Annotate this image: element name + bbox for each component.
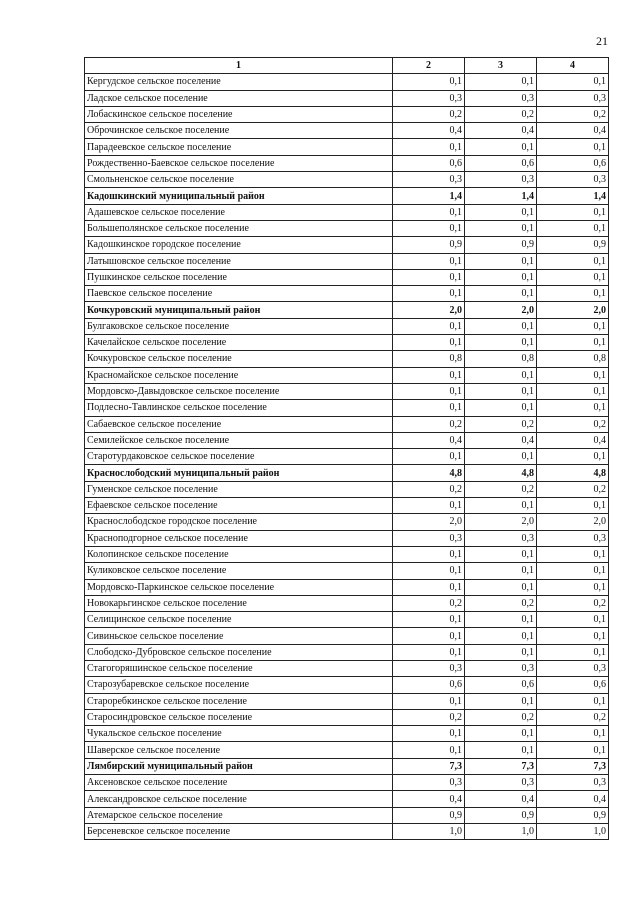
value-cell-col-4: 2,0 — [537, 514, 609, 530]
table-row — [85, 335, 609, 351]
value-cell-col-2: 2,0 — [393, 302, 465, 318]
settlement-name-cell: Булгаковское сельское поселение — [85, 318, 393, 334]
value-cell-col-4: 0,1 — [537, 139, 609, 155]
value-cell-col-3: 0,1 — [465, 449, 537, 465]
table-row — [85, 709, 609, 725]
header-col-1: 1 — [85, 58, 393, 74]
settlement-name-cell: Староребкинское сельское поселение — [85, 693, 393, 709]
value-cell-col-3: 0,1 — [465, 742, 537, 758]
table-row — [85, 237, 609, 253]
value-cell-col-4: 0,1 — [537, 318, 609, 334]
settlement-name-cell: Подлесно-Тавлинское сельское поселение — [85, 400, 393, 416]
value-cell-col-2: 0,3 — [393, 172, 465, 188]
value-cell-col-4: 0,1 — [537, 74, 609, 90]
value-cell-col-3: 0,1 — [465, 612, 537, 628]
settlement-name-cell: Мордовско-Паркинское сельское поселение — [85, 579, 393, 595]
value-cell-col-2: 0,1 — [393, 318, 465, 334]
value-cell-col-2: 0,1 — [393, 253, 465, 269]
settlement-name-cell: Ефаевское сельское поселение — [85, 498, 393, 514]
table-row — [85, 677, 609, 693]
header-col-3: 3 — [465, 58, 537, 74]
table-row — [85, 74, 609, 90]
value-cell-col-4: 0,1 — [537, 546, 609, 562]
settlement-name-cell: Атемарское сельское поселение — [85, 807, 393, 823]
value-cell-col-2: 0,2 — [393, 106, 465, 122]
value-cell-col-4: 0,4 — [537, 123, 609, 139]
settlement-name-cell: Слободско-Дубровское сельское поселение — [85, 644, 393, 660]
value-cell-col-3: 0,3 — [465, 530, 537, 546]
value-cell-col-2: 0,8 — [393, 351, 465, 367]
value-cell-col-2: 1,4 — [393, 188, 465, 204]
settlement-name-cell: Чукальское сельское поселение — [85, 726, 393, 742]
value-cell-col-2: 0,3 — [393, 660, 465, 676]
value-cell-col-3: 1,0 — [465, 823, 537, 839]
value-cell-col-3: 0,1 — [465, 74, 537, 90]
table-row — [85, 400, 609, 416]
value-cell-col-3: 2,0 — [465, 514, 537, 530]
table-row — [85, 139, 609, 155]
allocation-table — [84, 57, 609, 840]
value-cell-col-3: 0,3 — [465, 90, 537, 106]
value-cell-col-3: 0,2 — [465, 709, 537, 725]
value-cell-col-3: 0,9 — [465, 807, 537, 823]
value-cell-col-2: 0,1 — [393, 546, 465, 562]
value-cell-col-3: 1,4 — [465, 188, 537, 204]
settlement-name-cell: Селищинское сельское поселение — [85, 612, 393, 628]
value-cell-col-2: 0,1 — [393, 726, 465, 742]
table-row — [85, 269, 609, 285]
header-col-4: 4 — [537, 58, 609, 74]
value-cell-col-4: 0,9 — [537, 807, 609, 823]
value-cell-col-3: 0,2 — [465, 595, 537, 611]
value-cell-col-3: 0,3 — [465, 172, 537, 188]
value-cell-col-4: 0,3 — [537, 90, 609, 106]
value-cell-col-3: 0,1 — [465, 269, 537, 285]
value-cell-col-2: 0,2 — [393, 595, 465, 611]
settlement-name-cell: Адашевское сельское поселение — [85, 204, 393, 220]
value-cell-col-2: 0,1 — [393, 563, 465, 579]
settlement-name-cell: Кадошкинское городское поселение — [85, 237, 393, 253]
value-cell-col-4: 0,1 — [537, 383, 609, 399]
value-cell-col-2: 4,8 — [393, 465, 465, 481]
table-row — [85, 253, 609, 269]
settlement-name-cell: Кадошкинский муниципальный район — [85, 188, 393, 204]
value-cell-col-3: 2,0 — [465, 302, 537, 318]
table-row — [85, 172, 609, 188]
settlement-name-cell: Ладское сельское поселение — [85, 90, 393, 106]
table-row — [85, 726, 609, 742]
table-row — [85, 351, 609, 367]
settlement-name-cell: Оброчинское сельское поселение — [85, 123, 393, 139]
table-body — [85, 74, 609, 840]
value-cell-col-3: 0,1 — [465, 726, 537, 742]
value-cell-col-4: 0,2 — [537, 595, 609, 611]
value-cell-col-2: 0,1 — [393, 579, 465, 595]
value-cell-col-4: 0,1 — [537, 335, 609, 351]
value-cell-col-3: 0,3 — [465, 660, 537, 676]
value-cell-col-4: 1,4 — [537, 188, 609, 204]
value-cell-col-4: 0,1 — [537, 400, 609, 416]
value-cell-col-2: 0,1 — [393, 286, 465, 302]
value-cell-col-4: 0,1 — [537, 579, 609, 595]
value-cell-col-3: 0,9 — [465, 237, 537, 253]
table-row — [85, 416, 609, 432]
table-row — [85, 660, 609, 676]
value-cell-col-4: 0,1 — [537, 269, 609, 285]
value-cell-col-3: 0,6 — [465, 677, 537, 693]
table-row — [85, 595, 609, 611]
table-row — [85, 628, 609, 644]
value-cell-col-2: 0,3 — [393, 775, 465, 791]
value-cell-col-4: 0,1 — [537, 742, 609, 758]
settlement-name-cell: Сивиньское сельское поселение — [85, 628, 393, 644]
value-cell-col-4: 0,3 — [537, 172, 609, 188]
value-cell-col-2: 0,1 — [393, 74, 465, 90]
settlement-name-cell: Старозубаревское сельское поселение — [85, 677, 393, 693]
value-cell-col-3: 0,4 — [465, 123, 537, 139]
table-row — [85, 791, 609, 807]
settlement-name-cell: Куликовское сельское поселение — [85, 563, 393, 579]
value-cell-col-2: 0,2 — [393, 416, 465, 432]
value-cell-col-3: 0,1 — [465, 253, 537, 269]
table-row — [85, 546, 609, 562]
value-cell-col-4: 0,1 — [537, 449, 609, 465]
value-cell-col-4: 0,2 — [537, 106, 609, 122]
value-cell-col-4: 0,9 — [537, 237, 609, 253]
header-row — [85, 58, 609, 74]
district-row — [85, 188, 609, 204]
table-row — [85, 514, 609, 530]
value-cell-col-2: 0,1 — [393, 220, 465, 236]
value-cell-col-4: 0,2 — [537, 416, 609, 432]
table-row — [85, 367, 609, 383]
value-cell-col-4: 1,0 — [537, 823, 609, 839]
value-cell-col-3: 0,1 — [465, 335, 537, 351]
value-cell-col-2: 0,1 — [393, 269, 465, 285]
value-cell-col-3: 0,1 — [465, 139, 537, 155]
value-cell-col-3: 0,1 — [465, 546, 537, 562]
value-cell-col-3: 0,1 — [465, 628, 537, 644]
value-cell-col-4: 0,6 — [537, 677, 609, 693]
district-row — [85, 302, 609, 318]
table-row — [85, 123, 609, 139]
value-cell-col-3: 0,6 — [465, 155, 537, 171]
value-cell-col-3: 0,1 — [465, 400, 537, 416]
value-cell-col-3: 0,1 — [465, 318, 537, 334]
settlement-name-cell: Аксеновское сельское поселение — [85, 775, 393, 791]
value-cell-col-4: 7,3 — [537, 758, 609, 774]
value-cell-col-4: 0,1 — [537, 693, 609, 709]
settlement-name-cell: Семилейское сельское поселение — [85, 432, 393, 448]
settlement-name-cell: Берсеневское сельское поселение — [85, 823, 393, 839]
settlement-name-cell: Красномайское сельское поселение — [85, 367, 393, 383]
value-cell-col-3: 0,1 — [465, 563, 537, 579]
value-cell-col-3: 0,4 — [465, 432, 537, 448]
settlement-name-cell: Старосиндровское сельское поселение — [85, 709, 393, 725]
value-cell-col-3: 0,1 — [465, 367, 537, 383]
value-cell-col-4: 0,2 — [537, 709, 609, 725]
value-cell-col-4: 0,1 — [537, 498, 609, 514]
value-cell-col-3: 7,3 — [465, 758, 537, 774]
value-cell-col-2: 2,0 — [393, 514, 465, 530]
settlement-name-cell: Новокарьгинское сельское поселение — [85, 595, 393, 611]
value-cell-col-4: 0,1 — [537, 726, 609, 742]
settlement-name-cell: Колопинское сельское поселение — [85, 546, 393, 562]
value-cell-col-4: 0,1 — [537, 644, 609, 660]
value-cell-col-2: 0,3 — [393, 90, 465, 106]
value-cell-col-2: 0,6 — [393, 677, 465, 693]
value-cell-col-4: 0,1 — [537, 204, 609, 220]
settlement-name-cell: Красноподгорное сельское поселение — [85, 530, 393, 546]
value-cell-col-2: 0,6 — [393, 155, 465, 171]
value-cell-col-2: 0,1 — [393, 742, 465, 758]
value-cell-col-4: 0,3 — [537, 660, 609, 676]
table-row — [85, 579, 609, 595]
table-row — [85, 644, 609, 660]
value-cell-col-3: 0,1 — [465, 644, 537, 660]
value-cell-col-4: 0,2 — [537, 481, 609, 497]
value-cell-col-4: 0,1 — [537, 220, 609, 236]
value-cell-col-4: 0,1 — [537, 563, 609, 579]
value-cell-col-4: 4,8 — [537, 465, 609, 481]
value-cell-col-2: 0,1 — [393, 498, 465, 514]
value-cell-col-2: 0,1 — [393, 400, 465, 416]
value-cell-col-4: 0,1 — [537, 253, 609, 269]
settlement-name-cell: Пушкинское сельское поселение — [85, 269, 393, 285]
value-cell-col-2: 0,1 — [393, 693, 465, 709]
value-cell-col-2: 0,2 — [393, 481, 465, 497]
settlement-name-cell: Смольненское сельское поселение — [85, 172, 393, 188]
table-row — [85, 286, 609, 302]
table-row — [85, 449, 609, 465]
value-cell-col-4: 0,8 — [537, 351, 609, 367]
settlement-name-cell: Шаверское сельское поселение — [85, 742, 393, 758]
value-cell-col-3: 0,2 — [465, 106, 537, 122]
value-cell-col-2: 0,1 — [393, 383, 465, 399]
value-cell-col-2: 0,1 — [393, 612, 465, 628]
table-row — [85, 807, 609, 823]
value-cell-col-2: 0,1 — [393, 449, 465, 465]
table-row — [85, 155, 609, 171]
value-cell-col-2: 0,4 — [393, 432, 465, 448]
settlement-name-cell: Паевское сельское поселение — [85, 286, 393, 302]
value-cell-col-2: 0,4 — [393, 791, 465, 807]
value-cell-col-3: 0,1 — [465, 693, 537, 709]
page-number: 21 — [596, 34, 608, 48]
district-row — [85, 465, 609, 481]
value-cell-col-2: 0,1 — [393, 367, 465, 383]
table-row — [85, 823, 609, 839]
settlement-name-cell: Гуменское сельское поселение — [85, 481, 393, 497]
table-row — [85, 204, 609, 220]
value-cell-col-3: 0,1 — [465, 579, 537, 595]
table-row — [85, 775, 609, 791]
settlement-name-cell: Парадеевское сельское поселение — [85, 139, 393, 155]
value-cell-col-4: 2,0 — [537, 302, 609, 318]
value-cell-col-3: 0,2 — [465, 481, 537, 497]
table-row — [85, 563, 609, 579]
header-col-2: 2 — [393, 58, 465, 74]
value-cell-col-2: 0,1 — [393, 335, 465, 351]
value-cell-col-4: 0,1 — [537, 612, 609, 628]
value-cell-col-2: 0,2 — [393, 709, 465, 725]
settlement-name-cell: Большеполянское сельское поселение — [85, 220, 393, 236]
table-row — [85, 90, 609, 106]
value-cell-col-2: 0,1 — [393, 644, 465, 660]
settlement-name-cell: Краснослободское городское поселение — [85, 514, 393, 530]
value-cell-col-4: 0,1 — [537, 286, 609, 302]
value-cell-col-2: 0,1 — [393, 204, 465, 220]
value-cell-col-3: 4,8 — [465, 465, 537, 481]
settlement-name-cell: Лобаскинское сельское поселение — [85, 106, 393, 122]
table-row — [85, 220, 609, 236]
district-row — [85, 758, 609, 774]
settlement-name-cell: Краснослободский муниципальный район — [85, 465, 393, 481]
value-cell-col-2: 0,1 — [393, 139, 465, 155]
value-cell-col-2: 1,0 — [393, 823, 465, 839]
settlement-name-cell: Кочкуровский муниципальный район — [85, 302, 393, 318]
table-row — [85, 106, 609, 122]
value-cell-col-4: 0,1 — [537, 367, 609, 383]
value-cell-col-2: 0,3 — [393, 530, 465, 546]
value-cell-col-2: 7,3 — [393, 758, 465, 774]
settlement-name-cell: Кергудское сельское поселение — [85, 74, 393, 90]
value-cell-col-4: 0,1 — [537, 628, 609, 644]
value-cell-col-2: 0,9 — [393, 807, 465, 823]
value-cell-col-3: 0,1 — [465, 286, 537, 302]
table-row — [85, 481, 609, 497]
value-cell-col-3: 0,1 — [465, 204, 537, 220]
value-cell-col-3: 0,3 — [465, 775, 537, 791]
settlement-name-cell: Мордовско-Давыдовское сельское поселение — [85, 383, 393, 399]
value-cell-col-3: 0,2 — [465, 416, 537, 432]
value-cell-col-4: 0,6 — [537, 155, 609, 171]
table-row — [85, 318, 609, 334]
value-cell-col-2: 0,1 — [393, 628, 465, 644]
value-cell-col-2: 0,9 — [393, 237, 465, 253]
table-row — [85, 693, 609, 709]
settlement-name-cell: Кочкуровское сельское поселение — [85, 351, 393, 367]
table-row — [85, 498, 609, 514]
value-cell-col-3: 0,1 — [465, 383, 537, 399]
table-row — [85, 612, 609, 628]
settlement-name-cell: Сабаевское сельское поселение — [85, 416, 393, 432]
value-cell-col-4: 0,4 — [537, 791, 609, 807]
table-row — [85, 383, 609, 399]
settlement-name-cell: Стагогоряшинское сельское поселение — [85, 660, 393, 676]
settlement-name-cell: Александровское сельское поселение — [85, 791, 393, 807]
settlement-name-cell: Латышовское сельское поселение — [85, 253, 393, 269]
settlement-name-cell: Качелайское сельское поселение — [85, 335, 393, 351]
table-row — [85, 530, 609, 546]
value-cell-col-3: 0,4 — [465, 791, 537, 807]
value-cell-col-4: 0,4 — [537, 432, 609, 448]
value-cell-col-3: 0,1 — [465, 498, 537, 514]
table-row — [85, 432, 609, 448]
value-cell-col-3: 0,8 — [465, 351, 537, 367]
table-row — [85, 742, 609, 758]
value-cell-col-4: 0,3 — [537, 775, 609, 791]
value-cell-col-2: 0,4 — [393, 123, 465, 139]
settlement-name-cell: Рождественно-Баевское сельское поселение — [85, 155, 393, 171]
value-cell-col-3: 0,1 — [465, 220, 537, 236]
value-cell-col-4: 0,3 — [537, 530, 609, 546]
table-header — [85, 58, 609, 74]
settlement-name-cell: Лямбирский муниципальный район — [85, 758, 393, 774]
settlement-name-cell: Старотурдаковское сельское поселение — [85, 449, 393, 465]
